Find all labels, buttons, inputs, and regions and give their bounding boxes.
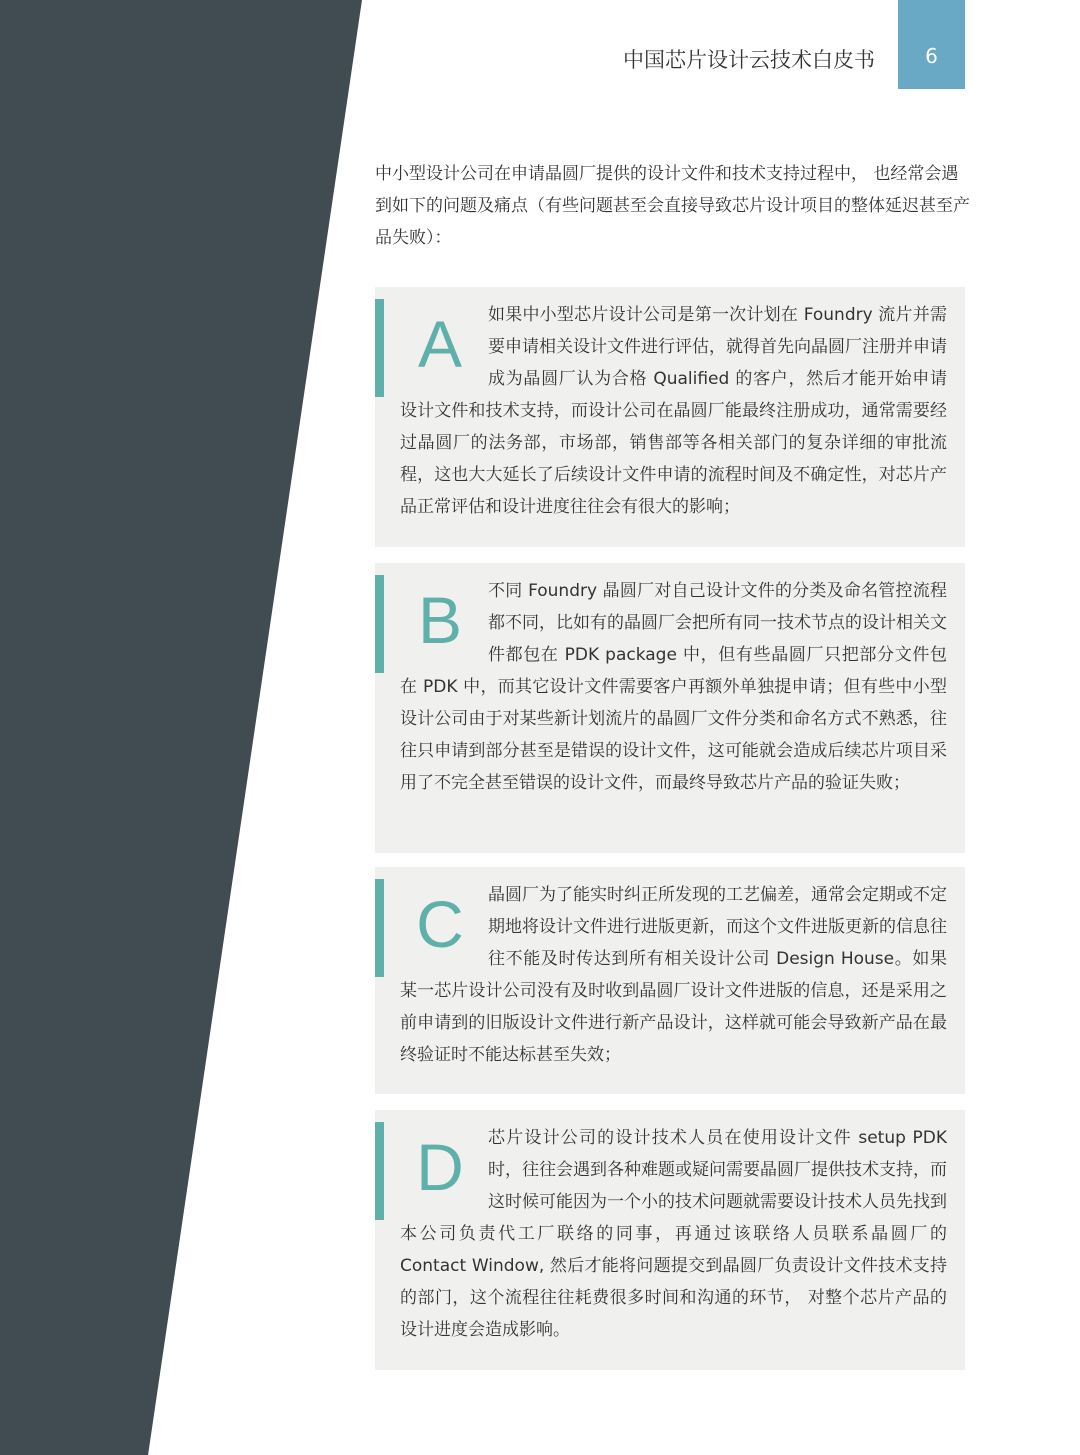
issue-box-a [375,287,965,547]
accent-bar [375,299,384,397]
accent-bar [375,1122,384,1220]
page-number-tab [898,0,965,89]
accent-bar [375,879,384,977]
accent-bar [375,575,384,673]
box-letter-b: B [417,583,463,657]
box-text-a: 如果中小型芯片设计公司是第一次计划在 Foundry 流片并需要申请相关设计文件进行评估，就得首先向晶圆厂注册并申请成为晶圆厂认为合格 Qualified 的客户，然后才能开始申请设计文件和技术支持，而设计公司在晶圆厂能最终注册成功，通常需要经过晶圆厂的法务部，市场部，销售部等各相关部门的复杂详细的审批流程，这也大大延长了后续设计文件申请的流程时间及不确定性，对芯片产品正常评估和设计进度往往会有很大的影响； [400,305,947,517]
issue-box-c [375,867,965,1094]
issue-box-d [375,1110,965,1370]
document-title: 中国芯片设计云技术白皮书 [623,48,875,72]
box-text-b: 不同 Foundry 晶圆厂对自己设计文件的分类及命名管控流程都不同，比如有的晶圆厂会把所有同一技术节点的设计相关文件都包在 PDK package 中，但有些晶圆厂只把部分文件包在 PDK 中，而其它设计文件需要客户再额外单独提申请；但有些中小型设计公司由于对某些新计划流片的晶圆厂文件分类和命名方式不熟悉，往往只申请到部分甚至是错误的设计文件，这可能就会造成后续芯片项目采用了不完全甚至错误的设计文件，而最终导致芯片产品的验证失败； [400,581,947,793]
page-number: 6 [925,44,938,68]
dark-diagonal-panel [0,0,362,1455]
box-letter-c: C [416,887,464,961]
box-text-c: 晶圆厂为了能实时纠正所发现的工艺偏差，通常会定期或不定期地将设计文件进行进版更新，而这个文件进版更新的信息往往不能及时传达到所有相关设计公司 Design House。如果某一芯片设计公司没有及时收到晶圆厂设计文件进版的信息，还是采用之前申请到的旧版设计文件进行新产品设计，这样就可能会导致新产品在最终验证时不能达标甚至失效； [400,885,947,1065]
box-text-d: 芯片设计公司的设计技术人员在使用设计文件 setup PDK 时，往往会遇到各种难题或疑问需要晶圆厂提供技术支持，而这时候可能因为一个小的技术问题就需要设计技术人员先找到本公司负责代工厂联络的同事，再通过该联络人员联系晶圆厂的 Contact Window, 然后才能将问题提交到晶圆厂负责设计文件技术支持的部门，这个流程往往耗费很多时间和沟通的环节， 对整个芯片产品的设计进度会造成影响。 [400,1128,947,1340]
issue-box-b [375,563,965,853]
box-letter-a: A [417,307,463,381]
intro-paragraph: 中小型设计公司在申请晶圆厂提供的设计文件和技术支持过程中， 也经常会遇到如下的问题及痛点（有些问题甚至会直接导致芯片设计项目的整体延迟甚至产品失败）： [375,164,970,248]
box-letter-d: D [416,1130,464,1204]
